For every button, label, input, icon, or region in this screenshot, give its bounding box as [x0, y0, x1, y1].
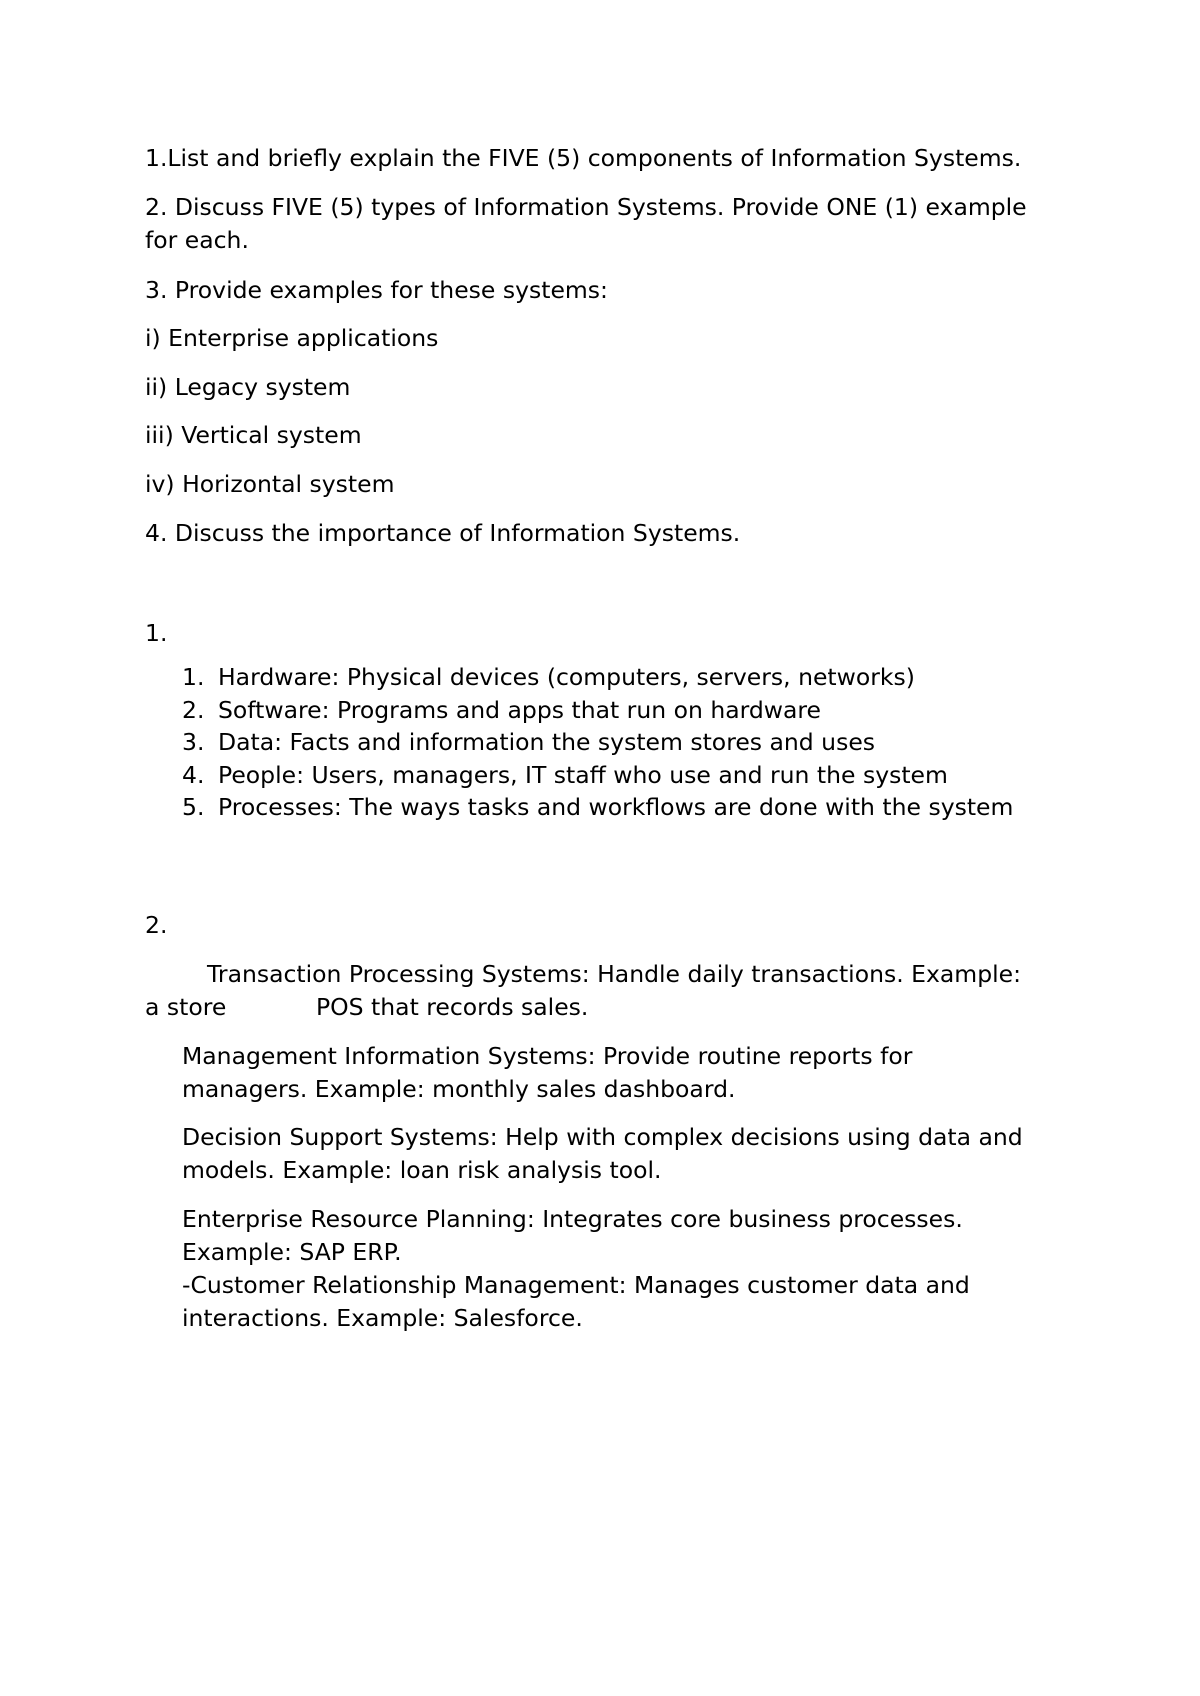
list-item-text: Processes: The ways tasks and workflows are done with the system [218, 793, 1014, 821]
tps-line-1: Transaction Processing Systems: Handle daily transactions. Example: [207, 960, 1022, 988]
list-item-number: 3. [182, 728, 205, 756]
question-3-item: ii) Legacy system [145, 373, 351, 401]
list-item-number: 4. [182, 760, 205, 789]
components-list [182, 661, 1013, 824]
dss-line-2: models. Example: loan risk analysis tool. [182, 1156, 662, 1184]
question-2-line-1: 2. Discuss FIVE (5) types of Information Systems. Provide ONE (1) example [145, 193, 1027, 221]
mis-paragraph [182, 1040, 912, 1106]
dss-paragraph [182, 1121, 1023, 1187]
question-3-item: iii) Vertical system [145, 421, 362, 449]
erp-line-2: Example: SAP ERP. [182, 1238, 402, 1266]
answer-1-heading: 1. [145, 619, 168, 647]
list-item-text: Data: Facts and information the system stores and uses [218, 728, 876, 756]
question-3: 3. Provide examples for these systems: [145, 276, 608, 304]
dss-line-1: Decision Support Systems: Help with complex decisions using data and [182, 1123, 1023, 1151]
list-item-text: Hardware: Physical devices (computers, servers, networks) [218, 663, 915, 691]
crm-line-2: interactions. Example: Salesforce. [182, 1304, 583, 1332]
answer-2-heading: 2. [145, 911, 168, 939]
list-item [182, 694, 1013, 727]
mis-line-2: managers. Example: monthly sales dashboard. [182, 1075, 736, 1103]
crm-line-1: -Customer Relationship Management: Manages customer data and [182, 1271, 970, 1299]
erp-crm-paragraph [182, 1203, 970, 1335]
list-item-text: Software: Programs and apps that run on hardware [218, 695, 822, 724]
question-2-line-2: for each. [145, 226, 249, 254]
question-4: 4. Discuss the importance of Information Systems. [145, 519, 741, 547]
question-3-item: i) Enterprise applications [145, 324, 439, 352]
mis-line-1: Management Information Systems: Provide routine reports for [182, 1042, 913, 1070]
list-item-number: 2. [182, 695, 205, 724]
list-item-text: People: Users, managers, IT staff who use and run the system [218, 760, 948, 789]
list-item-number: 1. [182, 663, 205, 691]
question-1: 1.List and briefly explain the FIVE (5) components of Information Systems. [145, 144, 1022, 172]
erp-line-1: Enterprise Resource Planning: Integrates core business processes. [182, 1205, 963, 1233]
question-3-item: iv) Horizontal system [145, 470, 395, 498]
list-item-number: 5. [182, 793, 205, 821]
tps-line-2b: POS that records sales. [316, 993, 589, 1021]
list-item [182, 726, 1013, 759]
list-item [182, 661, 1013, 694]
list-item [182, 791, 1013, 824]
list-item [182, 759, 1013, 792]
tps-line-2a: a store [145, 993, 227, 1021]
